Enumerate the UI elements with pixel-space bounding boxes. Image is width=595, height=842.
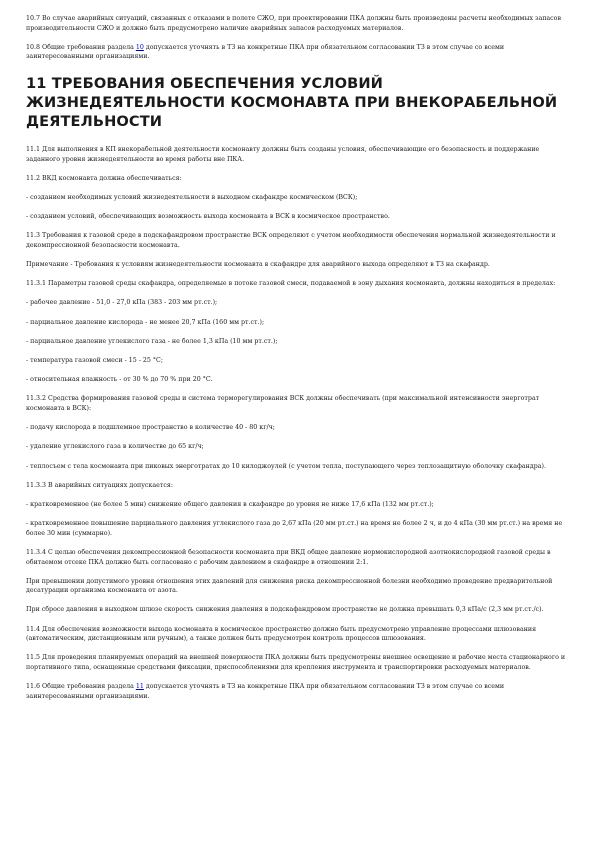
list-item-oxygen-supply: - подачу кислорода в подшлемное пространство в количестве 40 - 80 кг/ч; [26,424,275,432]
paragraph-10-8 [26,43,569,62]
section-10-link[interactable]: 10 [135,43,144,51]
paragraph-desaturation: При превышении допустимого уровня отношения этих давлений для снижения риска декомпрессионной болезни необходимо проведение предварительной десатурации организма космонавта от азота. [26,577,553,595]
paragraph-11-4: 11.4 Для обеспечения возможности выхода космонавта в космическое пространство должно быть предусмотрено управление процессами шлюзования (автоматическим, дистанционным или ручным), а также должен быть предусмотрен контроль процессов шлюзования. [26,625,537,643]
paragraph-11-5: 11.5 Для проведения планируемых операций на внешней поверхности ПКА должны быть предусмотрены внешнее освещение и рабочие места стационарного и портативного типа, оснащенные средствами фиксации, приспособлениями для крепления инструмента и транспортировки расходуемых материалов. [26,654,566,672]
list-item-vsk-conditions: - созданием необходимых условий жизнедеятельности в выходном скафандре космическом (ВСК); [26,193,358,201]
paragraph-10-8-text-end: допускается уточнять в ТЗ на конкретные ПКА при обязательном согласовании ТЗ в этом случае со всеми заинтересованными организациями. [26,43,505,61]
list-item-heat-removal: - теплосъем с тела космонавта при пиковых энерготратах до 10 килоджоулей (с учетом тепла, поступающего через теплозащитную оболочку скафандра). [26,462,546,470]
section-11-heading: 11 ТРЕБОВАНИЯ ОБЕСПЕЧЕНИЯ УСЛОВИЙ ЖИЗНЕДЕЯТЕЛЬНОСТИ КОСМОНАВТА ПРИ ВНЕКОРАБЕЛЬНОЙ ДЕЯТЕЛЬНОСТИ [26,74,558,130]
paragraph-11-2: 11.2 ВКД космонавта должна обеспечиваться: [26,174,182,182]
paragraph-11-3: 11.3 Требования к газовой среде в подскафандровом пространстве ВСК определяют с учетом необходимости обеспечения нормальной жизнедеятельности и декомпрессионной безопасности космонавта. [26,232,556,249]
list-item-gas-temperature: - температура газовой смеси - 15 - 25 °С; [26,357,163,365]
paragraph-11-3-2: 11.3.2 Средства формирования газовой среды и система терморегулирования ВСК должны обеспечивать (при максимальной интенсивности энерготрат космонавта в ВСК): [26,395,540,412]
paragraph-11-3-4: 11.3.4 С целью обеспечения декомпрессионной безопасности космонавта при ВКД общее давление нормокислородной азотнокислородной газовой среды в обитаемом отсеке ПКА должно быть согласовано с рабочим давлением в скафандре в отношении 2:1. [26,548,551,566]
paragraph-11-3-1: 11.3.1 Параметры газовой среды скафандра, определяемые в потоке газовой смеси, подаваемой в зону дыхания космонавта, должны находиться в пределах: [26,280,556,288]
paragraph-pressure-release: При сбросе давления в выходном шлюзе скорость снижения давления в подскафандровом пространстве не должна превышать 0,3 кПа/с (2,3 мм рт.ст./с). [26,606,544,614]
list-item-co2-removal: - удаление углекислого газа в количестве до 65 кг/ч; [26,443,204,451]
paragraph-11-6-text-end: допускается уточнять в ТЗ на конкретные ПКА при обязательном согласовании ТЗ в этом случае со всеми заинтересованными организациями. [26,683,505,700]
paragraph-10-8-text-start: 10.8 Общие требования раздела [26,43,136,51]
list-item-pressure-drop: - кратковременное (не более 5 мин) снижение общего давления в скафандре до уровня не ниже 17,6 кПа (132 мм рт.ст.); [26,500,434,508]
list-item-working-pressure: - рабочее давление - 51,0 - 27,0 кПа (383 - 203 мм рт.ст.); [26,299,218,307]
list-item-oxygen-pressure: - парциальное давление кислорода - не менее 20,7 кПа (160 мм рт.ст.); [26,318,265,326]
paragraph-11-1: 11.1 Для выполнения в КП внекорабельной деятельности космонавту должны быть созданы условия, обеспечивающие его безопасность и поддержание заданного уровня жизнедеятельности во время работы вне ПКА. [26,145,540,163]
list-item-co2-pressure: - парциальное давление углекислого газа - не более 1,3 кПа (10 мм рт.ст.); [26,337,278,345]
note-paragraph: Примечание - Требования к условиям жизнедеятельности космонавта в скафандре для аварийного выхода определяют в ТЗ на скафандр. [26,261,490,269]
paragraph-10-7: 10.7 Во случае аварийных ситуаций, связанных с отказами в полете СЖО, при проектировании ПКА должны быть произведены расчеты необходимых запасов производительности СЖО и должно быть предусмотрено наличие аварийных запасов расходуемых материалов. [26,15,562,32]
paragraph-11-6-text-start: 11.6 Общие требования раздела [26,683,136,691]
list-item-exit-conditions: - созданием условий, обеспечивающих возможность выхода космонавта в ВСК в космическое пространство. [26,213,390,221]
paragraph-11-3-3: 11.3.3 В аварийных ситуациях допускается: [26,481,173,489]
paragraph-11-6 [26,682,569,701]
section-11-link[interactable]: 11 [135,683,144,691]
list-item-co2-increase: - кратковременное повышение парциального давления углекислого газа до 2,67 кПа (20 мм рт.ст.) на время не более 2 ч, и до 4 кПа (30 мм рт.ст.) на время не более 30 мин (суммарно). [26,520,563,537]
list-item-humidity: - относительная влажность - от 30 % до 70 % при 20 °С. [26,376,213,384]
